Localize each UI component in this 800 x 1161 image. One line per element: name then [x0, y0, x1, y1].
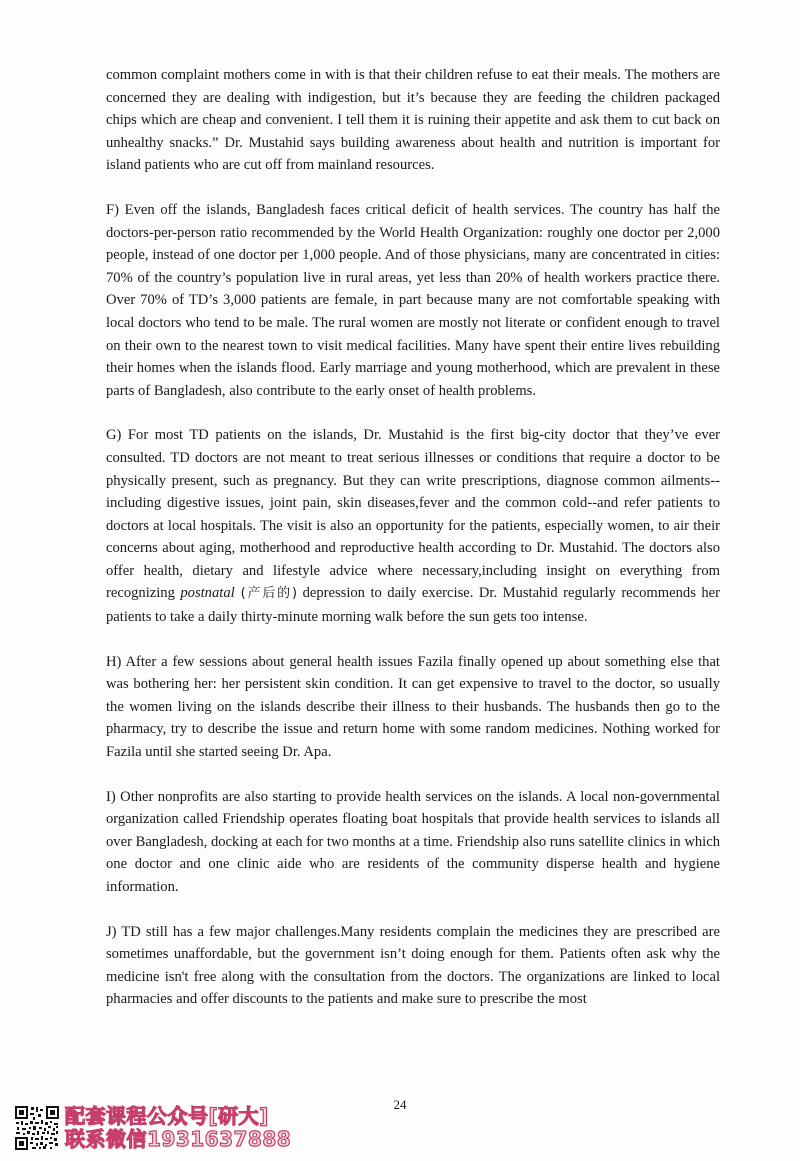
paragraph-continued: common complaint mothers come in with is that their children refuse to eat their meals. The mothers are concerned they are dealing with indigestion, but it’s because they are feeding the children packaged chips which are cheap and convenient. I tell them it is ruining their appetite and ask them to cut back on unhealthy snacks.” Dr. Mustahid says building awareness about health and nutrition is important for island patients who are cut off from mainland resources. — [106, 67, 720, 174]
article-body — [106, 64, 720, 1033]
promo-line-course: 配套课程公众号[研大] — [65, 1104, 269, 1128]
paragraph-g-italic-term: postnatal — [180, 585, 235, 602]
paragraph-g-gloss: (产后的) — [234, 586, 298, 602]
qr-code-icon — [14, 1105, 60, 1151]
promo-line-contact: 联系微信1931637888 — [65, 1127, 292, 1151]
paragraph-j: J) TD still has a few major challenges.Many residents complain the medicines they are prescribed are sometimes unaffordable, but the government isn’t doing enough for them. Patients often ask why the medicine isn't free along with the consultation from the doctors. The organizations are linked to local pharmacies and offer discounts to the patients and make sure to prescribe the most — [106, 923, 720, 1008]
paragraph-h: H) After a few sessions about general health issues Fazila finally opened up about something else that was bothering her: her persistent skin condition. It can get expensive to travel to the doctor, so usually the women living on the islands describe their illness to their husbands. The husbands then go to the pharmacy, try to describe the issue and return home with some random medicines. Nothing worked for Fazila until she started seeing Dr. Apa. — [106, 653, 720, 761]
paragraph-i: I) Other nonprofits are also starting to provide health services on the islands. A local non-governmental organization called Friendship operates floating boat hospitals that provide health services to islands all over Bangladesh, docking at each for two months at a time. Friendship also runs satellite clinics in which one doctor and one clinic aide who are residents of the community disperse health and hygiene information. — [106, 788, 721, 895]
promo-footer — [14, 1102, 291, 1154]
paragraph-g — [106, 424, 720, 628]
paragraph-g-text-before: G) For most TD patients on the islands, Dr. Mustahid is the first big-city doctor that they’ve ever consulted. TD doctors are not meant to treat serious illnesses or conditions that require a doctor to be physically present, such as pregnancy. But they can write prescriptions, diagnose common ailments--including digestive issues, joint pain, skin diseases,fever and the common cold--and refer patients to doctors at local hospitals. The visit is also an opportunity for the patients, especially women, to air their concerns about aging, motherhood and reproductive health according to Dr. Mustahid. The doctors also offer health, dietary and lifestyle advice where necessary,including insight on everything from recognizing — [106, 427, 720, 602]
paragraph-g-text-after: depression to daily exercise. Dr. Mustahid regularly recommends her patients to take a daily thirty-minute morning walk before the sun gets too intense. — [106, 585, 720, 626]
promo-text — [65, 1105, 291, 1151]
paragraph-f: F) Even off the islands, Bangladesh faces critical deficit of health services. The country has half the doctors-per-person ratio recommended by the World Health Organization: roughly one doctor per 2,000 people, instead of one doctor per 1,000 people. And of those physicians, many are concentrated in cities: 70% of the country’s population live in rural areas, yet less than 20% of health workers practice there. Over 70% of TD’s 3,000 patients are female, in part because many are not comfortable speaking with local doctors who tend to be male. The rural women are mostly not literate or confident enough to travel on their own to the nearest town to visit medical facilities. Many have spent their entire lives rebuilding their homes when the islands flood. Early marriage and young motherhood, which are prevalent in these parts of Bangladesh, also contribute to the early onset of health problems. — [106, 201, 720, 399]
page-number: 24 — [393, 1097, 407, 1112]
